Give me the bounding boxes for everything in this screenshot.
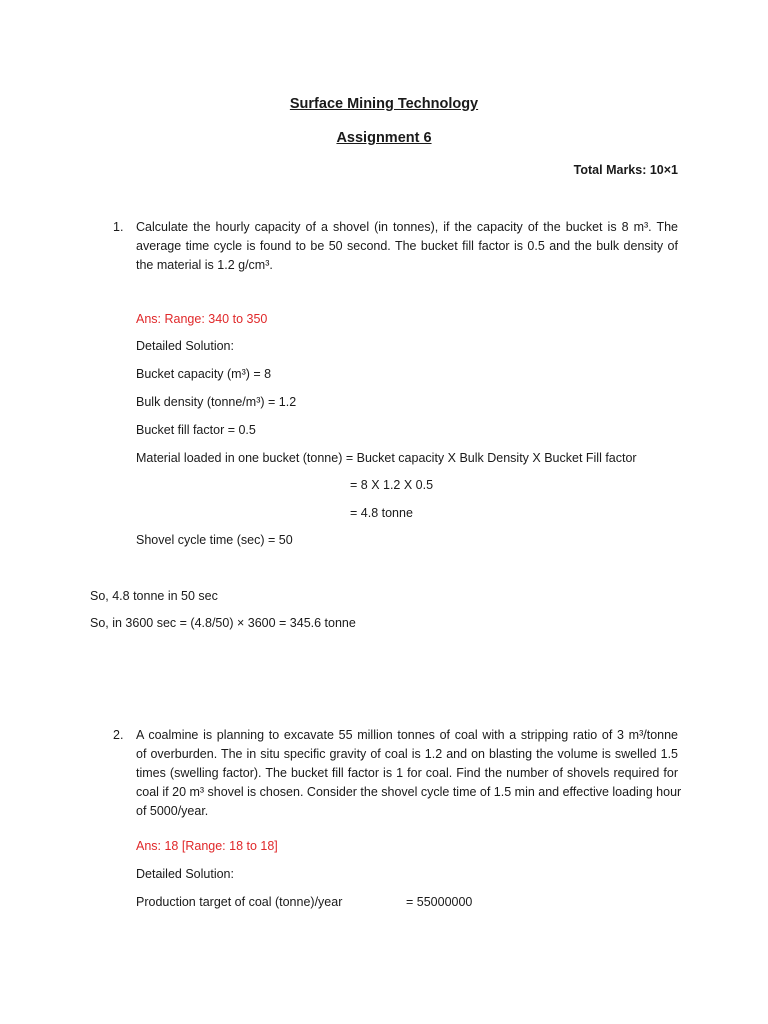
solution-line: Bucket fill factor = 0.5	[136, 423, 256, 437]
document-title: Surface Mining Technology	[289, 96, 479, 112]
question-number: 2.	[113, 728, 124, 742]
answer: Ans: 18 [Range: 18 to 18]	[136, 839, 278, 853]
solution-heading: Detailed Solution:	[136, 867, 234, 881]
solution-heading: Detailed Solution:	[136, 339, 234, 353]
assignment-title: Assignment 6	[336, 130, 432, 146]
production-value: = 55000000	[406, 895, 473, 909]
question-text-line: coal if 20 m³ shovel is chosen. Consider the shovel cycle time of 1.5 min and effective loading hour	[136, 785, 682, 799]
question-text-line: of 5000/year.	[136, 804, 209, 818]
conclusion-line: So, 4.8 tonne in 50 sec	[90, 589, 218, 603]
solution-line: Shovel cycle time (sec) = 50	[136, 533, 293, 547]
question-number: 1.	[113, 220, 124, 234]
solution-line: Material loaded in one bucket (tonne) = Bucket capacity X Bulk Density X Bucket Fill factor	[136, 451, 637, 465]
solution-line: = 4.8 tonne	[350, 506, 413, 520]
production-label: Production target of coal (tonne)/year	[136, 895, 343, 909]
question-text-line: A coalmine is planning to excavate 55 million tonnes of coal with a stripping ratio of 3 m³/tonne	[136, 728, 678, 742]
conclusion-line: So, in 3600 sec = (4.8/50) × 3600 = 345.6 tonne	[90, 616, 356, 630]
solution-line: Bulk density (tonne/m³) = 1.2	[136, 395, 297, 409]
question-text-line: average time cycle is found to be 50 second. The bucket fill factor is 0.5 and the bulk density of	[136, 239, 678, 253]
solution-line: Bucket capacity (m³) = 8	[136, 367, 272, 381]
question-text-line: of overburden. The in situ specific gravity of coal is 1.2 and on blasting the volume is swelled 1.5	[136, 747, 678, 761]
answer: Ans: Range: 340 to 350	[136, 312, 268, 326]
question-text-line: the material is 1.2 g/cm³.	[136, 258, 273, 272]
total-marks: Total Marks: 10×1	[573, 163, 678, 177]
solution-line: = 8 X 1.2 X 0.5	[350, 478, 434, 492]
question-text-line: times (swelling factor). The bucket fill factor is 1 for coal. Find the number of shovels required for	[136, 766, 678, 780]
question-text-line: Calculate the hourly capacity of a shovel (in tonnes), if the capacity of the bucket is 8 m³. The	[136, 220, 678, 234]
